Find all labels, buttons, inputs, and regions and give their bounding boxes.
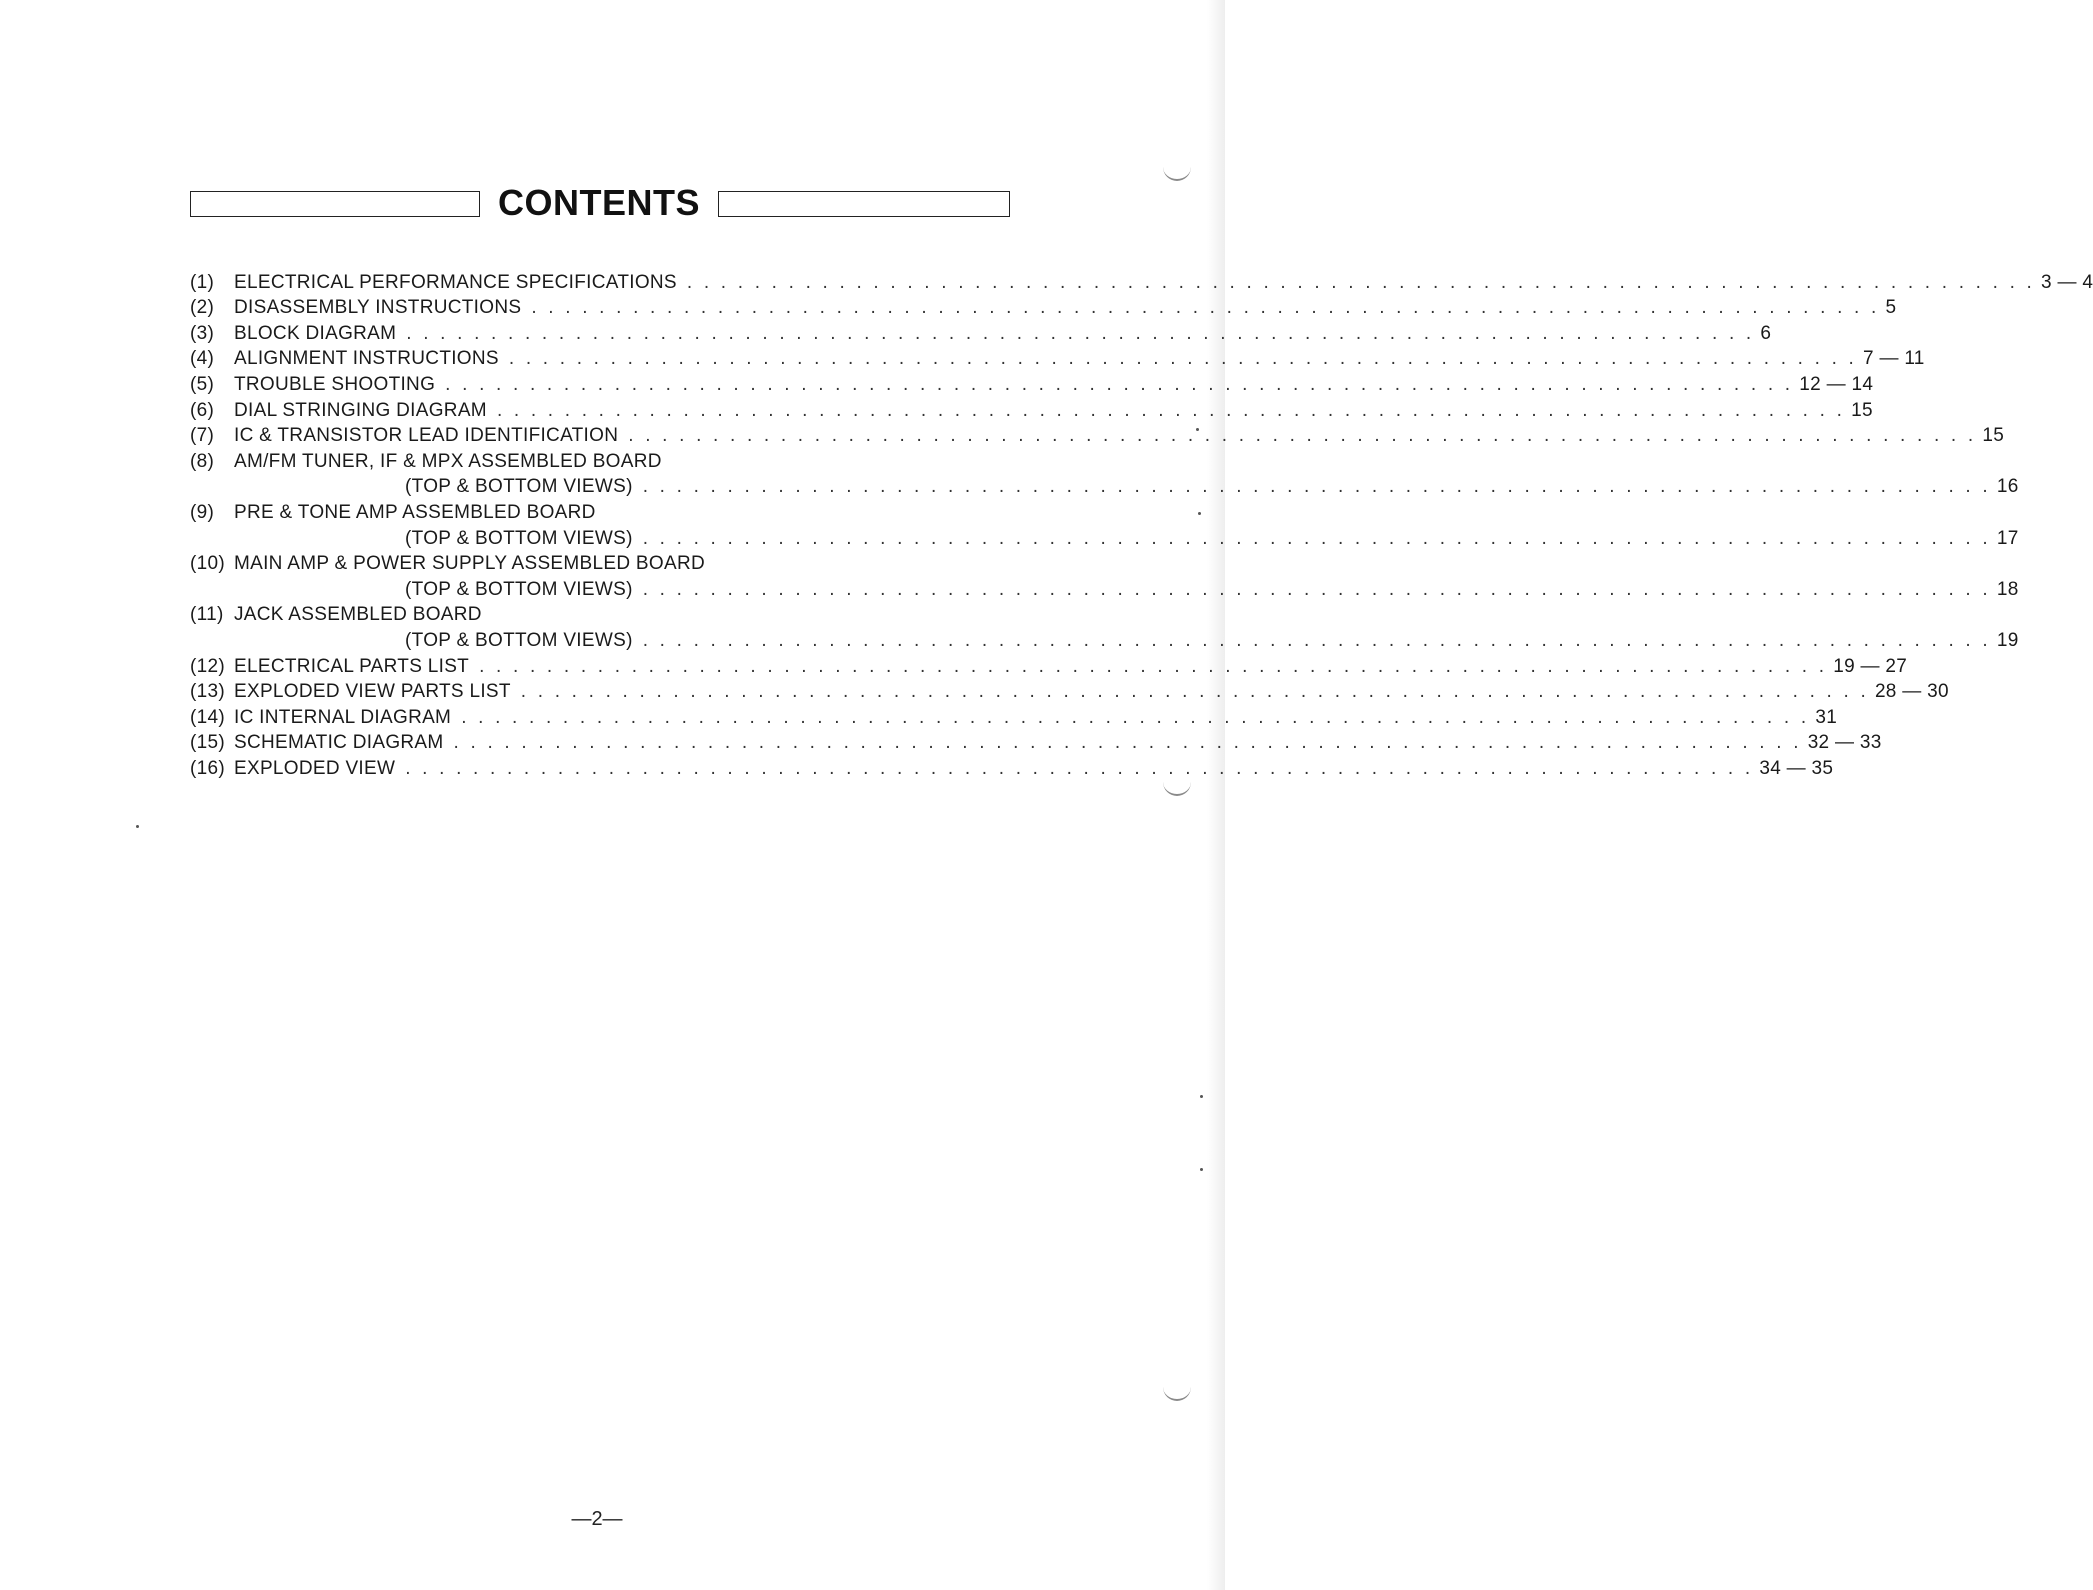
toc-entry-number: (4) — [190, 348, 215, 370]
page-title: CONTENTS — [498, 182, 700, 223]
toc-dot-leader: . . . . . . . . . . . . . . . . . . . . . . . . . . . . . . . . . . . . . . . . . . . . . . . . . . . . . . . . . . . . . . . . . . . . . . . . . . . . . . . . — [520, 681, 1869, 703]
toc-entry-title: ELECTRICAL PARTS LIST — [234, 655, 470, 677]
toc-dot-leader: . . . . . . . . . . . . . . . . . . . . . . . . . . . . . . . . . . . . . . . . . . . . . . . . . . . . . . . . . . . . . . . . . . . . . . . . . . . . . . . . — [405, 757, 1754, 779]
toc-entry-number: (15) — [190, 732, 225, 754]
toc-entry-page: 3 — 4 — [2041, 271, 2093, 293]
contents-header — [190, 182, 1010, 224]
paper-speck — [1200, 1168, 1203, 1171]
toc-entry-title: IC INTERNAL DIAGRAM — [234, 706, 452, 728]
toc-entry-number: (5) — [190, 373, 215, 395]
toc-entry-title: JACK ASSEMBLED BOARD — [234, 604, 482, 626]
toc-entry-page: 28 — 30 — [1874, 681, 1949, 703]
toc-entry-number: (1) — [190, 271, 215, 293]
toc-entry-page: 5 — [1885, 297, 1897, 319]
toc-entry-number: (6) — [190, 399, 215, 421]
toc-entry-number: (10) — [190, 553, 225, 575]
toc-entry-number: (14) — [190, 706, 225, 728]
toc-dot-leader: . . . . . . . . . . . . . . . . . . . . . . . . . . . . . . . . . . . . . . . . . . . . . . . . . . . . . . . . . . . . . . . . . . . . . . . . . . . . . . . . — [642, 578, 1991, 600]
toc-entry-page: 19 — 27 — [1833, 655, 1908, 677]
toc-entry-title: (TOP & BOTTOM VIEWS) — [405, 476, 633, 498]
table-of-contents — [190, 268, 2093, 780]
toc-entry-title: DIAL STRINGING DIAGRAM — [234, 399, 487, 421]
toc-entry-title: (TOP & BOTTOM VIEWS) — [405, 527, 633, 549]
toc-entry — [190, 473, 2019, 499]
toc-entry-page: 15 — [1851, 399, 1873, 421]
toc-dot-leader: . . . . . . . . . . . . . . . . . . . . . . . . . . . . . . . . . . . . . . . . . . . . . . . . . . . . . . . . . . . . . . . . . . . . . . . . . . . . . . . . — [445, 373, 1794, 395]
toc-entry-number: (2) — [190, 297, 215, 319]
toc-entry — [190, 396, 1873, 422]
toc-entry-title: ELECTRICAL PERFORMANCE SPECIFICATIONS — [234, 271, 677, 293]
toc-entry-number: (7) — [190, 425, 215, 447]
toc-entry-page: 6 — [1760, 322, 1772, 344]
paper-speck — [136, 825, 139, 828]
toc-entry-title: AM/FM TUNER, IF & MPX ASSEMBLED BOARD — [234, 450, 662, 472]
toc-entry — [190, 575, 2019, 601]
paper-speck — [1200, 1095, 1203, 1098]
toc-entry-number: (8) — [190, 450, 215, 472]
binder-hole-mark — [1163, 1385, 1191, 1401]
toc-dot-leader: . . . . . . . . . . . . . . . . . . . . . . . . . . . . . . . . . . . . . . . . . . . . . . . . . . . . . . . . . . . . . . . . . . . . . . . . . . . . . . . . — [531, 297, 1880, 319]
toc-entry-title: (TOP & BOTTOM VIEWS) — [405, 629, 633, 651]
toc-entry — [190, 498, 1012, 524]
toc-entry — [190, 729, 1882, 755]
toc-entry-title: DISASSEMBLY INSTRUCTIONS — [234, 297, 522, 319]
toc-entry — [190, 268, 2093, 294]
toc-entry-title: SCHEMATIC DIAGRAM — [234, 732, 444, 754]
toc-entry-title: (TOP & BOTTOM VIEWS) — [405, 578, 633, 600]
toc-entry — [190, 294, 1897, 320]
toc-dot-leader: . . . . . . . . . . . . . . . . . . . . . . . . . . . . . . . . . . . . . . . . . . . . . . . . . . . . . . . . . . . . . . . . . . . . . . . . . . . . . . . . — [628, 425, 1977, 447]
toc-entry — [190, 601, 1012, 627]
toc-entry — [190, 422, 2005, 448]
toc-dot-leader: . . . . . . . . . . . . . . . . . . . . . . . . . . . . . . . . . . . . . . . . . . . . . . . . . . . . . . . . . . . . . . . . . . . . . . . . . . . . . . . . — [642, 476, 1991, 498]
toc-entry — [190, 319, 1772, 345]
toc-entry — [190, 652, 1908, 678]
toc-dot-leader: . . . . . . . . . . . . . . . . . . . . . . . . . . . . . . . . . . . . . . . . . . . . . . . . . . . . . . . . . . . . . . . . . . . . . . . . . . . . . . . . — [479, 655, 1828, 677]
toc-dot-leader: . . . . . . . . . . . . . . . . . . . . . . . . . . . . . . . . . . . . . . . . . . . . . . . . . . . . . . . . . . . . . . . . . . . . . . . . . . . . . . . . — [508, 348, 1858, 370]
toc-entry-page: 7 — 11 — [1863, 348, 1925, 370]
page-number: —2— — [571, 1508, 623, 1530]
toc-entry-number: (11) — [190, 604, 224, 626]
toc-dot-leader: . . . . . . . . . . . . . . . . . . . . . . . . . . . . . . . . . . . . . . . . . . . . . . . . . . . . . . . . . . . . . . . . . . . . . . . . . . . . . . . . — [461, 706, 1810, 728]
toc-entry-page: 15 — [1982, 425, 2005, 447]
toc-entry-page: 32 — 33 — [1807, 732, 1882, 754]
toc-entry — [190, 550, 1012, 576]
toc-entry-title: IC & TRANSISTOR LEAD IDENTIFICATION — [234, 425, 619, 447]
toc-dot-leader: . . . . . . . . . . . . . . . . . . . . . . . . . . . . . . . . . . . . . . . . . . . . . . . . . . . . . . . . . . . . . . . . . . . . . . . . . . . . . . . . — [642, 629, 1991, 651]
toc-dot-leader: . . . . . . . . . . . . . . . . . . . . . . . . . . . . . . . . . . . . . . . . . . . . . . . . . . . . . . . . . . . . . . . . . . . . . . . . . . . . . . . . — [642, 527, 1991, 549]
toc-entry-title: TROUBLE SHOOTING — [234, 373, 436, 395]
toc-dot-leader: . . . . . . . . . . . . . . . . . . . . . . . . . . . . . . . . . . . . . . . . . . . . . . . . . . . . . . . . . . . . . . . . . . . . . . . . . . . . . . . . — [453, 732, 1802, 754]
header-rule-box-right — [718, 191, 1010, 217]
toc-entry-number: (13) — [190, 681, 225, 703]
toc-dot-leader: . . . . . . . . . . . . . . . . . . . . . . . . . . . . . . . . . . . . . . . . . . . . . . . . . . . . . . . . . . . . . . . . . . . . . . . . . . . . . . . . — [406, 322, 1755, 344]
binder-hole-mark — [1163, 165, 1191, 181]
page-edge-shadow — [1207, 0, 1225, 1590]
toc-entry-title: BLOCK DIAGRAM — [234, 322, 397, 344]
toc-entry-number: (3) — [190, 322, 215, 344]
toc-entry-title: EXPLODED VIEW PARTS LIST — [234, 681, 511, 703]
toc-entry-number: (12) — [190, 655, 225, 677]
toc-dot-leader: . . . . . . . . . . . . . . . . . . . . . . . . . . . . . . . . . . . . . . . . . . . . . . . . . . . . . . . . . . . . . . . . . . . . . . . . . . . . . . . . — [496, 399, 1846, 421]
paper-speck — [1198, 512, 1201, 515]
toc-entry-number: (9) — [190, 501, 215, 523]
toc-entry-page: 16 — [1996, 476, 2019, 498]
toc-entry — [190, 345, 1925, 371]
toc-entry-page: 34 — 35 — [1759, 757, 1834, 779]
toc-entry-page: 31 — [1815, 706, 1838, 728]
toc-entry-page: 12 — 14 — [1799, 373, 1874, 395]
toc-entry — [190, 370, 1874, 396]
toc-entry-page: 17 — [1996, 527, 2019, 549]
toc-dot-leader: . . . . . . . . . . . . . . . . . . . . . . . . . . . . . . . . . . . . . . . . . . . . . . . . . . . . . . . . . . . . . . . . . . . . . . . . . . . . . . . . — [686, 271, 2036, 293]
toc-entry-title: ALIGNMENT INSTRUCTIONS — [234, 348, 499, 370]
toc-entry — [190, 678, 1949, 704]
toc-entry — [190, 447, 1012, 473]
toc-entry-title: EXPLODED VIEW — [234, 757, 396, 779]
toc-entry — [190, 703, 1838, 729]
toc-entry-title: MAIN AMP & POWER SUPPLY ASSEMBLED BOARD — [234, 553, 706, 575]
toc-entry-page: 18 — [1996, 578, 2019, 600]
toc-entry-page: 19 — [1996, 629, 2019, 651]
toc-entry — [190, 626, 2019, 652]
binder-hole-mark — [1163, 780, 1191, 796]
toc-entry-title: PRE & TONE AMP ASSEMBLED BOARD — [234, 501, 596, 523]
toc-entry — [190, 524, 2019, 550]
toc-entry — [190, 754, 1834, 780]
header-rule-box-left — [190, 191, 480, 217]
toc-entry-number: (16) — [190, 757, 225, 779]
